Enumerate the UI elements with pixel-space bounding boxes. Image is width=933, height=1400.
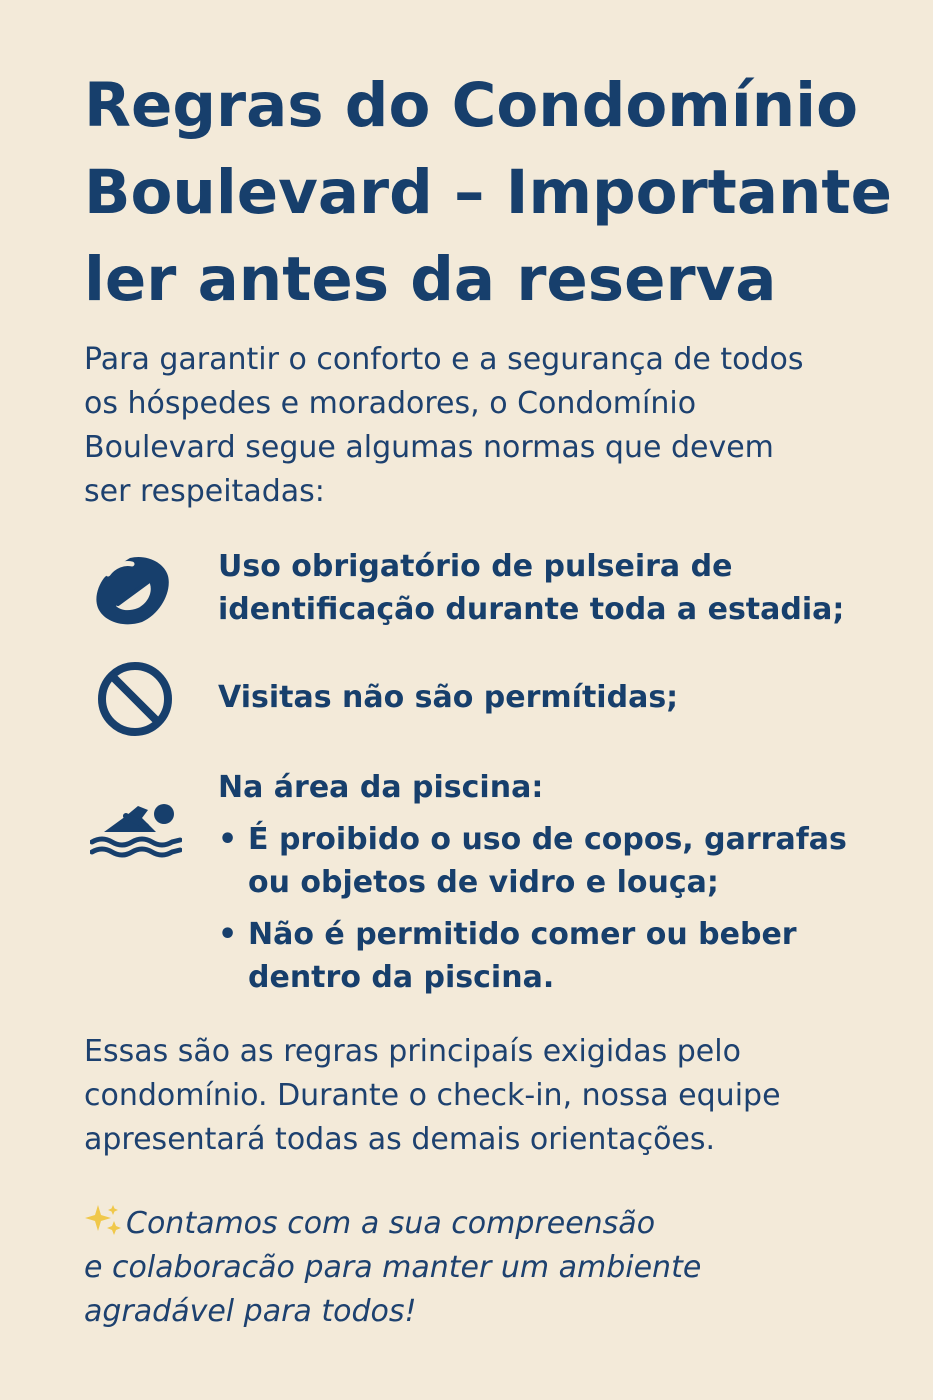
closing-line: condomínio. Durante o check-in, nossa equipe — [84, 1078, 781, 1113]
intro-paragraph — [84, 338, 884, 514]
intro-line: os hóspedes e moradores, o Condomínio — [84, 386, 697, 421]
intro-line: Boulevard segue algumas normas que devem — [84, 430, 774, 465]
thanks-line: agradável para todos! — [84, 1294, 417, 1329]
bullet-text — [248, 818, 847, 904]
bullet-marker: • — [218, 822, 238, 857]
bullet-line: Não é permitido comer ou beber — [248, 917, 797, 952]
bullet-line: dentro da piscina. — [248, 960, 555, 995]
thanks-message — [84, 1202, 884, 1334]
prohibited-icon — [96, 660, 174, 738]
thanks-text: Contamos com a sua compreensão — [126, 1206, 656, 1241]
title-line: ler antes da reserva — [84, 244, 777, 315]
closing-line: apresentará todas as demais orientações. — [84, 1122, 716, 1157]
closing-paragraph — [84, 1030, 884, 1162]
intro-line: ser respeitadas: — [84, 474, 325, 509]
rule-visitors-text — [218, 676, 898, 719]
sparkles-icon — [84, 1203, 122, 1237]
bullet-line: É proibido o uso de copos, garrafas — [248, 822, 847, 857]
rule-line: identificação durante toda a estadia; — [218, 592, 845, 627]
page-title — [84, 62, 892, 323]
list-item — [218, 913, 898, 999]
bullet-line: ou objetos de vidro e louça; — [248, 865, 719, 900]
intro-line: Para garantir o conforto e a segurança de todos — [84, 342, 804, 377]
title-line: Boulevard – Importante — [84, 157, 892, 228]
pool-heading — [218, 766, 898, 809]
title-line: Regras do Condomínio — [84, 70, 858, 141]
rule-line: Visitas não são permítidas; — [218, 680, 679, 715]
pool-heading-text: Na área da piscina: — [218, 770, 544, 805]
swimmer-icon — [90, 798, 182, 858]
thanks-line: e colaboracão para manter um ambiente — [84, 1250, 702, 1285]
wristband-icon — [94, 552, 172, 630]
list-item — [218, 818, 898, 904]
closing-line: Essas são as regras principaís exigidas pelo — [84, 1034, 741, 1069]
rule-wristband-text — [218, 545, 898, 631]
bullet-marker: • — [218, 917, 238, 952]
rule-line: Uso obrigatório de pulseira de — [218, 549, 733, 584]
thanks-line — [84, 1202, 884, 1246]
bullet-text — [248, 913, 797, 999]
